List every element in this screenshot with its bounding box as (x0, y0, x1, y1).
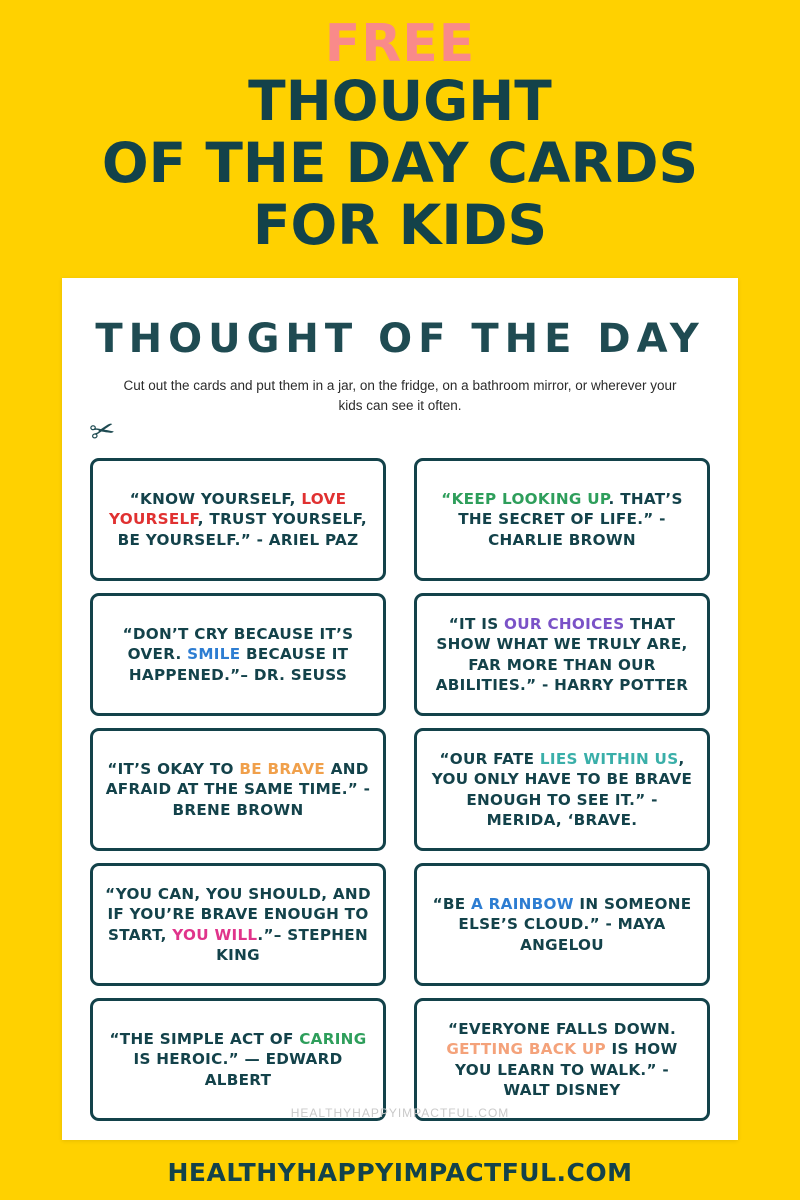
quote-text-segment: LOVE YOURSELF (109, 490, 347, 529)
printable-sheet (62, 278, 738, 1140)
sheet-title: THOUGHT OF THE DAY (95, 316, 705, 362)
sheet-footer-url: HEALTHYHAPPYIMPACTFUL.COM (290, 1106, 510, 1120)
quote-text-segment: LIES WITHIN US (539, 750, 679, 769)
quote-card[interactable] (90, 728, 386, 851)
header-title-line-1: THOUGHT (248, 69, 552, 133)
cards-grid (90, 458, 710, 1133)
quote-text-segment: “DON’T CRY BECAUSE IT’S OVER. (122, 625, 354, 664)
quote-text-segment: “YOU CAN, YOU SHOULD, AND IF YOU’RE BRAVE ENOUGH TO START, (105, 885, 371, 944)
quote-text-segment: OUR CHOICES (504, 615, 625, 634)
quote-text-segment: AND AFRAID AT THE SAME TIME.” - BRENE BROWN (105, 760, 371, 819)
quote-text-segment: IS HOW YOU LEARN TO WALK.” - WALT DISNEY (455, 1040, 678, 1099)
quote-text-segment: IS HEROIC.” — EDWARD ALBERT (133, 1050, 343, 1089)
quote-text-segment: BECAUSE IT HAPPENED.”– DR. SEUSS (128, 645, 349, 684)
scissors-icon: ✂ (86, 412, 119, 451)
pin-header (0, 0, 800, 257)
cards-column-left (90, 458, 386, 1133)
quote-text-segment: THAT SHOW WHAT WE TRULY ARE, FAR MORE THAN OUR ABILITIES.” - HARRY POTTER (435, 615, 689, 694)
header-title-line-3: FOR KIDS (252, 193, 548, 257)
quote-card[interactable] (414, 728, 710, 851)
quote-text-segment: “KNOW YOURSELF, (129, 490, 302, 509)
quote-text-segment: IN SOMEONE ELSE’S CLOUD.” - MAYA ANGELOU (458, 895, 692, 954)
quote-text-segment: A RAINBOW (471, 895, 574, 914)
quote-text-segment: BE BRAVE (239, 760, 326, 779)
quote-text-segment: “IT IS (448, 615, 505, 634)
site-url: HEALTHYHAPPYIMPACTFUL.COM (167, 1158, 633, 1187)
quote-text-segment: .”– STEPHEN KING (216, 925, 368, 964)
quote-card[interactable] (414, 998, 710, 1121)
sheet-instructions: Cut out the cards and put them in a jar, on the fridge, on a bathroom mirror, or wherever your kids can see it often. (123, 378, 677, 414)
quote-text-segment: “BE (432, 895, 472, 914)
quote-text-segment: “THE SIMPLE ACT OF (109, 1030, 300, 1049)
quote-text-segment: GETTING BACK UP (446, 1040, 606, 1059)
quote-card[interactable] (90, 593, 386, 716)
quote-card[interactable] (414, 593, 710, 716)
header-free-label: FREE (324, 14, 476, 74)
quote-text-segment: “KEEP LOOKING UP (441, 490, 609, 509)
quote-text-segment: CARING (299, 1030, 367, 1049)
quote-text-segment: “OUR FATE (439, 750, 540, 769)
header-title-line-2: OF THE DAY CARDS (101, 131, 699, 195)
quote-text-segment: , YOU ONLY HAVE TO BE BRAVE ENOUGH TO SEE IT.” - MERIDA, ‘BRAVE. (431, 750, 693, 829)
quote-card[interactable] (414, 458, 710, 581)
quote-text-segment: . THAT’S THE SECRET OF LIFE.” - CHARLIE BROWN (458, 490, 683, 549)
quote-text-segment: “EVERYONE FALLS DOWN. (447, 1020, 677, 1039)
quote-text-segment: YOU WILL (172, 925, 258, 944)
quote-card[interactable] (90, 863, 386, 986)
quote-text-segment: SMILE (187, 645, 241, 664)
quote-card[interactable] (90, 998, 386, 1121)
quote-text-segment: “IT’S OKAY TO (107, 760, 240, 779)
quote-text-segment: , TRUST YOURSELF, BE YOURSELF.” - ARIEL PAZ (117, 510, 367, 549)
quote-card[interactable] (414, 863, 710, 986)
quote-card[interactable] (90, 458, 386, 581)
cards-column-right (414, 458, 710, 1133)
